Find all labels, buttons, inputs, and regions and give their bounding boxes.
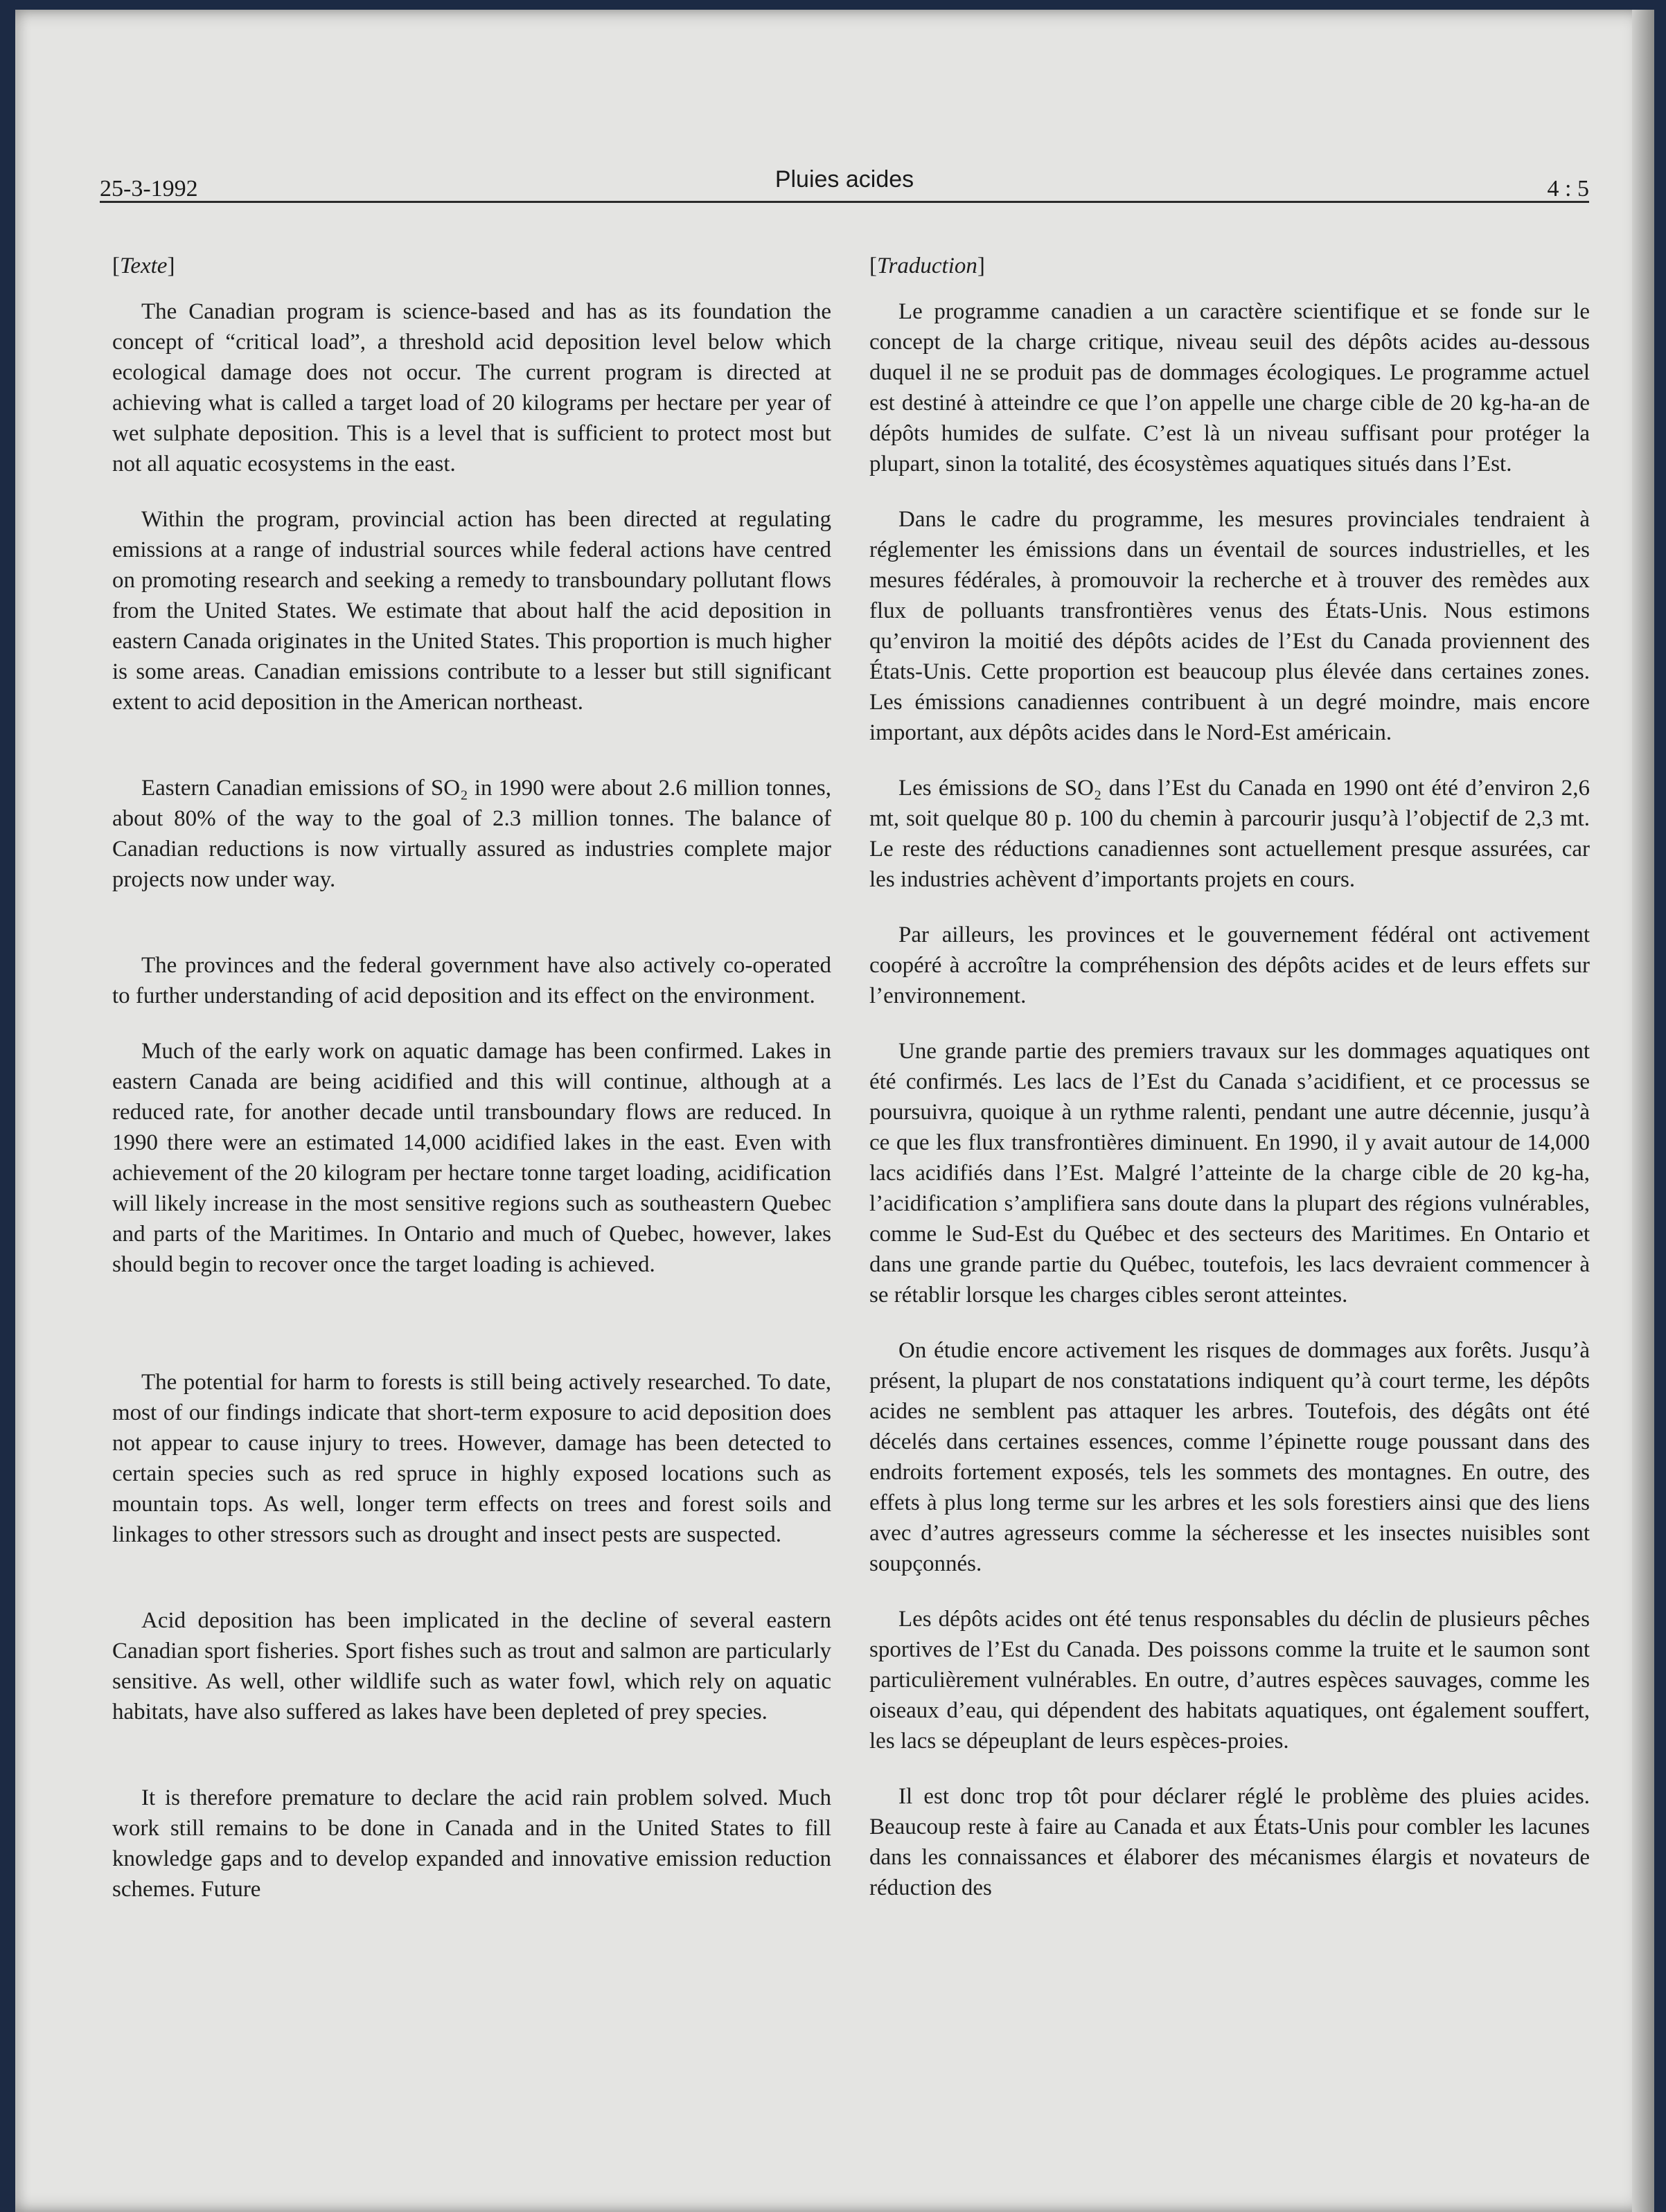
header-page-number: 4 : 5 [1547, 176, 1589, 202]
header-date: 25-3-1992 [100, 176, 198, 202]
header-title: Pluies acides [774, 166, 914, 193]
page-header [100, 159, 1589, 203]
paragraph: Acid deposition has been implicated in the decline of several eastern Canadian sport fisheries. Sport fishes such as trout and salmon are particularly sensitive. As well, other wildlife such as water fowl, which rely on aquatic habitats, have also suffered as lakes have been depleted of prey species. [112, 1608, 831, 1724]
paragraph: Le programme canadien a un caractère scientifique et se fonde sur le concept de la charge critique, niveau seuil des dépôts acides au-dessous duquel il ne se produit pas de dommages écologiques. Le programme actuel est destiné à atteindre ce que l’on appelle une charge cible de 20 kg-ha-an de dépôts humides de sulfate. C’est là un niveau suffisant pour protéger la plupart, sinon la totalité, des écosystèmes aquatiques situés dans l’Est. [869, 299, 1590, 476]
document-page [15, 10, 1654, 2212]
paragraph: Dans le cadre du programme, les mesures provinciales tendraient à réglementer les émissions dans un éventail de sources industrielles, et les mesures fédérales, à promouvoir la recherche et à trouver des remèdes aux flux de polluants transfrontières venus des États-Unis. Nous estimons qu’environ la moitié des dépôts acides de l’Est du Canada proviennent des États-Unis. Cette proportion est beaucoup plus élevée dans certaines zones. Les émissions canadiennes contribuent à un degré moindre, mais encore important, aux dépôts acides dans le Nord-Est américain. [869, 507, 1590, 745]
french-column [869, 251, 1590, 1903]
paragraph: The provinces and the federal government have also actively co-operated to further understanding of acid deposition and its effect on the environment. [112, 953, 831, 1008]
paragraph: Eastern Canadian emissions of SO₂ in 1990 were about 2.6 million tonnes, about 80% of the way to the goal of 2.3 million tonnes. The balance of Canadian reductions is now virtually assured as industries complete major projects now under way. [112, 776, 831, 892]
column-label-texte: [Texte] [112, 253, 175, 278]
paragraph: Much of the early work on aquatic damage has been confirmed. Lakes in eastern Canada are being acidified and this will continue, although at a reduced rate, for another decade until transboundary flows are reduced. In 1990 there were an estimated 14,000 acidified lakes in the east. Even with achievement of the 20 kilogram per hectare tonne target loading, acidification will likely increase in the most sensitive regions such as southeastern Quebec and parts of the Maritimes. In Ontario and much of Quebec, however, lakes should begin to recover once the target loading is achieved. [112, 1039, 831, 1277]
column-label-text: Traduction [877, 253, 977, 278]
page-binding-edge [1632, 10, 1654, 2212]
paragraph: The Canadian program is science-based and has as its foundation the concept of “critical load”, a threshold acid deposition level below which ecological damage does not occur. The current program is directed at achieving what is called a target load of 20 kilograms per hectare per year of wet sulphate deposition. This is a level that is sufficient to protect most but not all aquatic ecosystems in the east. [112, 299, 831, 476]
paragraph: Une grande partie des premiers travaux sur les dommages aquatiques ont été confirmés. Les lacs de l’Est du Canada s’acidifient, et ce processus se poursuivra, quoique à un rythme ralenti, pendant une autre décennie, jusqu’à ce que les flux transfrontières diminuent. En 1990, il y avait autour de 14,000 lacs acidifiés dans l’Est. Malgré l’atteinte de la charge cible de 20 kg-ha, l’acidification s’amplifiera sans doute dans la plupart des régions vulnérables, comme le Sud-Est du Québec et des secteurs des Maritimes. En Ontario et dans une grande partie du Québec, toutefois, les lacs devraient commencer à se rétablir lorsque les charges cibles seront atteintes. [869, 1039, 1590, 1308]
paragraph: It is therefore premature to declare the acid rain problem solved. Much work still remains to be done in Canada and in the United States to fill knowledge gaps and to develop expanded and innovative emission reduction schemes. Future [112, 1785, 831, 1902]
paragraph: Within the program, provincial action has been directed at regulating emissions at a range of industrial sources while federal actions have centred on promoting research and seeking a remedy to transboundary pollutant flows from the United States. We estimate that about half the acid deposition in eastern Canada originates in the United States. This proportion is much higher is some areas. Canadian emissions contribute to a lesser but still significant extent to acid deposition in the American northeast. [112, 507, 831, 715]
paragraph: Par ailleurs, les provinces et le gouvernement fédéral ont activement coopéré à accroître la compréhension des dépôts acides et de leurs effets sur l’environnement. [869, 922, 1590, 1008]
english-column [112, 251, 831, 1905]
paragraph: Les dépôts acides ont été tenus responsables du déclin de plusieurs pêches sportives de l’Est du Canada. Des poissons comme la truite et le saumon sont particulièrement vulnérables. En outre, d’autres espèces sauvages, comme les oiseaux d’eau, qui dépendent des habitats aquatiques, ont également souffert, les lacs se dépeuplant de leurs espèces-proies. [869, 1607, 1590, 1754]
column-label-text: Texte [120, 253, 168, 278]
paragraph: Les émissions de SO₂ dans l’Est du Canada en 1990 ont été d’environ 2,6 mt, soit quelque 80 p. 100 du chemin à parcourir jusqu’à l’objectif de 2,3 mt. Le reste des réductions canadiennes sont actuellement presque assurées, car les industries achèvent d’importants projets en cours. [869, 776, 1590, 892]
column-label-traduction: [Traduction] [869, 253, 985, 278]
paragraph: On étudie encore activement les risques de dommages aux forêts. Jusqu’à présent, la plupart de nos constatations indiquent qu’à court terme, les dépôts acides ne semblent pas attaquer les arbres. Toutefois, des dégâts ont été décelés dans certaines essences, comme l’épinette rouge poussant dans des endroits fortement exposés, tels les sommets des montagnes. En outre, des effets à plus long terme sur les arbres et les sols forestiers ainsi que des liens avec d’autres agresseurs comme la sécheresse et les insectes nuisibles sont soupçonnés. [869, 1338, 1590, 1576]
paragraph: The potential for harm to forests is still being actively researched. To date, most of our findings indicate that short-term exposure to acid deposition does not appear to cause injury to trees. However, damage has been detected to certain species such as red spruce in highly exposed locations such as mountain tops. As well, longer term effects on trees and forest soils and linkages to other stressors such as drought and insect pests are suspected. [112, 1370, 831, 1547]
paragraph: Il est donc trop tôt pour déclarer réglé le problème des pluies acides. Beaucoup reste à faire au Canada et aux États-Unis pour combler les lacunes dans les connaissances et élaborer des mécanismes élargis et novateurs de réduction des [869, 1784, 1590, 1900]
